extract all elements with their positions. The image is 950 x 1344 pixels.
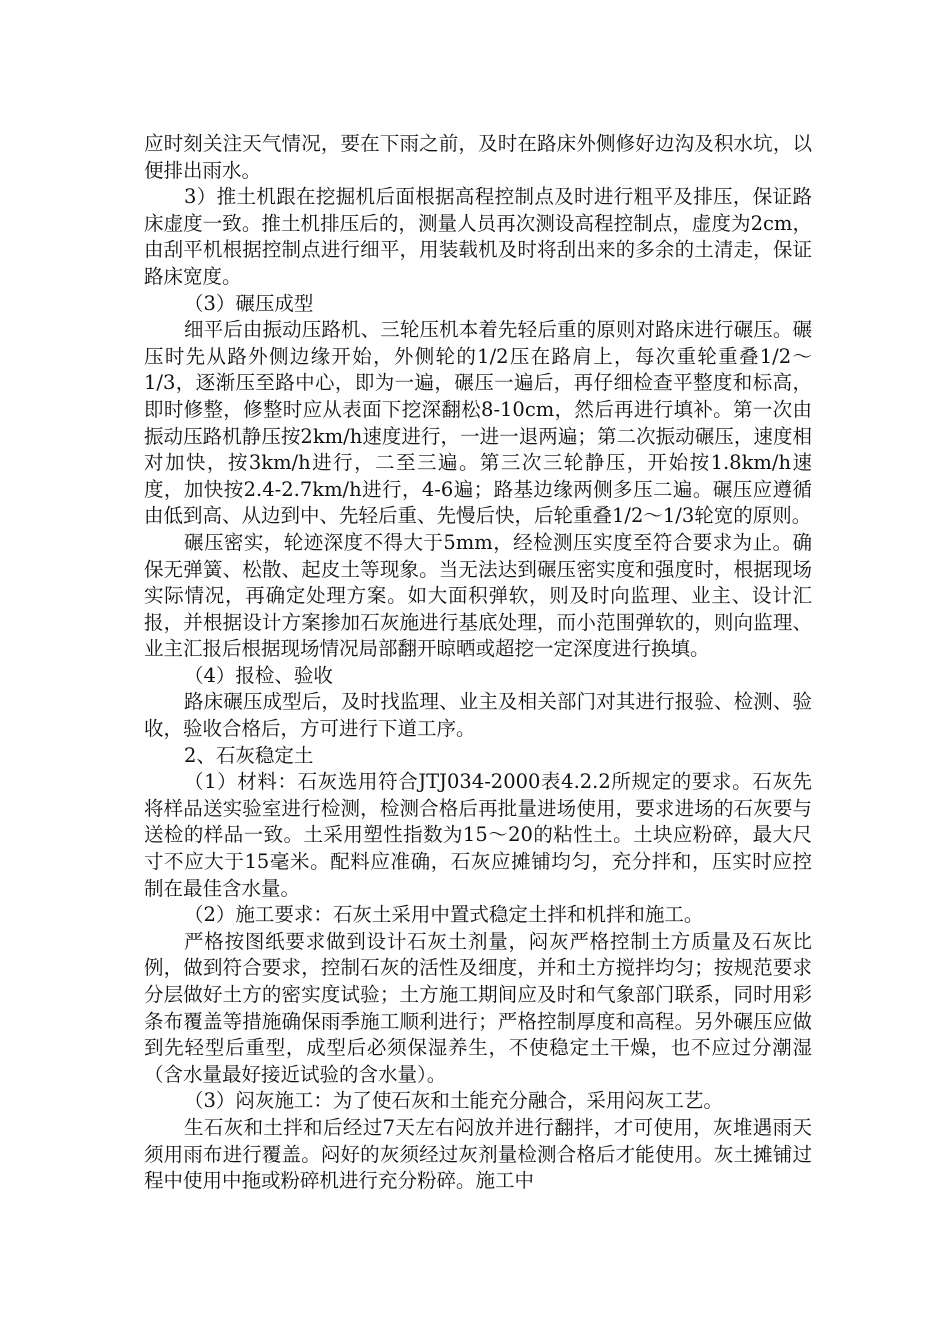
document-body <box>144 131 812 1195</box>
section-heading-inspection: （4）报检、验收 <box>184 663 333 687</box>
paragraph-construction-requirements: （2）施工要求：石灰土采用中置式稳定土拌和机拌和施工。 <box>184 903 704 927</box>
paragraph-materials: （1）材料：石灰选用符合JTJ034-2000表4.2.2所规定的要求。石灰先将样品送实验室进行检测，检测合格后再批量进场使用，要求进场的石灰要与送检的样品一致。土采用塑性指数为15～20的粘性土。土块应粉碎，最大尺寸不应大于15毫米。配料应准确，石灰应摊铺均匀，充分拌和，压实时应控制在最佳含水量。 <box>144 770 812 900</box>
paragraph-compaction-process: 细平后由振动压路机、三轮压机本着先轻后重的原则对路床进行碾压。碾压时先从路外侧边缘开始，外侧轮的1/2压在路肩上，每次重轮重叠1/2～1/3，逐渐压至路中心，即为一遍，碾压一遍后，再仔细检查平整度和标高，即时修整，修整时应从表面下挖深翻松8-10cm，然后再进行填补。第一次由振动压路机静压按2km/h速度进行，一进一退两遍；第二次振动碾压，速度相对加快，按3km/h进行，二至三遍。第三次三轮静压，开始按1.8km/h速度，加快按2.4-2.7km/h进行，4-6遍；路基边缘两侧多压二遍。碾压应遵循由低到高、从边到中、先轻后重、先慢后快，后轮重叠1/2～1/3轮宽的原则。 <box>144 318 812 528</box>
paragraph-continuation: 应时刻关注天气情况，要在下雨之前，及时在路床外侧修好边沟及积水坑，以便排出雨水。 <box>144 132 812 182</box>
paragraph-compaction-density: 碾压密实，轮迹深度不得大于5mm，经检测压实度至符合要求为止。确保无弹簧、松散、起皮土等现象。当无法达到碾压密实度和强度时，根据现场实际情况，再确定处理方案。如大面积弹软，则及时向监理、业主、设计汇报，并根据设计方案掺加石灰施进行基底处理，而小范围弹软的，则向监理、业主汇报后根据现场情况局部翻开晾晒或超挖一定深度进行换填。 <box>144 530 812 661</box>
section-heading-lime-soil: 2、石灰稳定土 <box>184 743 314 767</box>
paragraph-bulldozer: 3）推土机跟在挖掘机后面根据高程控制点及时进行粗平及排压，保证路床虚度一致。推土机排压后的，测量人员再次测设高程控制点，虚度为2cm，由刮平机根据控制点进行细平，用装载机及时将刮出来的多余的土清走，保证路床宽度。 <box>144 185 812 288</box>
paragraph-lime-slaking: （3）闷灰施工：为了使石灰和土能充分融合，采用闷灰工艺。 <box>184 1089 723 1113</box>
paragraph-mixing: 生石灰和土拌和后经过7天左右闷放并进行翻拌，才可使用，灰堆遇雨天须用雨布进行覆盖。闷好的灰须经过灰剂量检测合格后才能使用。灰土摊铺过程中使用中拖或粉碎机进行充分粉碎。施工中 <box>144 1115 812 1193</box>
paragraph-strict-control: 严格按图纸要求做到设计石灰土剂量，闷灰严格控制土方质量及石灰比例，做到符合要求，控制石灰的活性及细度，并和土方搅拌均匀；按规范要求分层做好土方的密实度试验；土方施工期间应及时和气象部门联系，同时用彩条布覆盖等措施确保雨季施工顺利进行；严格控制厚度和高程。另外碾压应做到先轻型后重型，成型后必须保湿养生，不使稳定土干燥，也不应过分潮湿（含水量最好接近试验的含水量）。 <box>144 929 812 1086</box>
paragraph-inspection: 路床碾压成型后，及时找监理、业主及相关部门对其进行报验、检测、验收，验收合格后，方可进行下道工序。 <box>144 690 812 741</box>
section-heading-compaction: （3）碾压成型 <box>184 291 314 315</box>
